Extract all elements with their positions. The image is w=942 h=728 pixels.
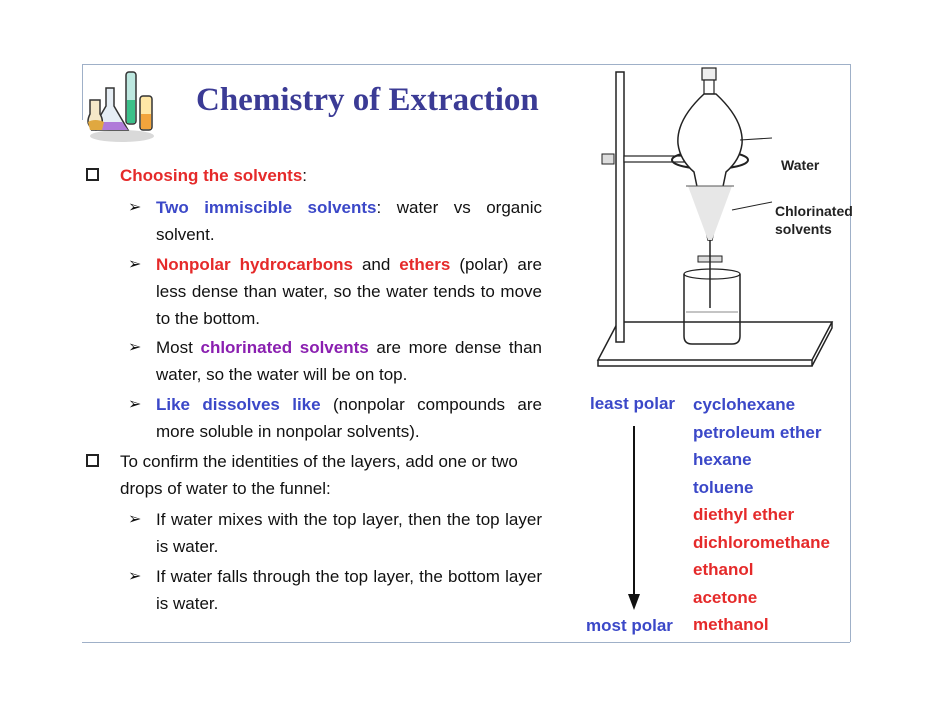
like-dissolves-text: (nonpolar compounds are more soluble in nonpolar solvents). bbox=[156, 395, 542, 441]
solvent-item: petroleum ether bbox=[693, 422, 822, 442]
bullet-chlorinated bbox=[122, 334, 542, 388]
most-polar-label: most polar bbox=[586, 616, 673, 635]
bullet-water-falls bbox=[122, 563, 542, 617]
water-label: Water bbox=[781, 157, 820, 173]
least-polar-label: least polar bbox=[590, 394, 676, 413]
bullet-immiscible bbox=[122, 194, 542, 248]
choosing-solvents-suffix: : bbox=[302, 166, 308, 185]
water-falls-text: If water falls through the top layer, the bottom layer is water. bbox=[156, 567, 542, 613]
checkbox-bullet-icon bbox=[86, 168, 99, 181]
arrow-bullet-icon: ➢ bbox=[128, 511, 142, 528]
solvent-item: toluene bbox=[693, 477, 754, 497]
chlorinated-pre: Most bbox=[156, 338, 201, 357]
immiscible-strong: Two immiscible solvents bbox=[156, 198, 377, 217]
bullet-confirm-identities bbox=[86, 448, 544, 502]
bullet-nonpolar bbox=[122, 251, 542, 332]
solvent-item: dichloromethane bbox=[693, 532, 830, 552]
confirm-text: To confirm the identities of the layers, add one or two drops of water to the funnel: bbox=[120, 452, 518, 498]
chlorinated-label-line1: Chlorinated bbox=[775, 203, 853, 219]
arrow-bullet-icon: ➢ bbox=[128, 339, 142, 356]
arrow-bullet-icon: ➢ bbox=[128, 199, 142, 216]
chlorinated-strong: chlorinated solvents bbox=[200, 338, 369, 357]
ethers-strong: ethers bbox=[399, 255, 451, 274]
like-dissolves-strong: Like dissolves like bbox=[156, 395, 321, 414]
lab-glassware-logo bbox=[82, 66, 162, 146]
nonpolar-strong: Nonpolar hydrocarbons bbox=[156, 255, 353, 274]
chlorinated-label-line2: solvents bbox=[775, 221, 832, 237]
solvent-item: ethanol bbox=[693, 560, 754, 579]
arrow-bullet-icon: ➢ bbox=[128, 256, 142, 273]
slide-title: Chemistry of Extraction bbox=[196, 82, 539, 118]
nonpolar-mid: and bbox=[352, 255, 400, 274]
polarity-arrow bbox=[624, 426, 644, 612]
bullet-water-mixes bbox=[122, 506, 542, 560]
chlorinated-text: are more dense than water, so the water will be on top. bbox=[156, 338, 543, 384]
solvent-item: diethyl ether bbox=[693, 505, 795, 524]
bottom-rule bbox=[82, 642, 850, 643]
solvent-item: methanol bbox=[693, 615, 769, 634]
solvent-item: cyclohexane bbox=[693, 395, 796, 414]
right-rule bbox=[850, 64, 851, 642]
arrow-bullet-icon: ➢ bbox=[128, 396, 142, 413]
choosing-solvents-label: Choosing the solvents bbox=[120, 166, 303, 185]
arrow-bullet-icon: ➢ bbox=[128, 568, 142, 585]
bullet-choosing-solvents bbox=[86, 162, 544, 189]
solvent-item: hexane bbox=[693, 450, 752, 469]
immiscible-text: : water vs organic solvent. bbox=[156, 198, 542, 244]
water-mixes-text: If water mixes with the top layer, then the top layer is water. bbox=[156, 510, 542, 556]
checkbox-bullet-icon bbox=[86, 454, 99, 467]
solvent-item: acetone bbox=[693, 587, 758, 607]
bullet-like-dissolves bbox=[122, 391, 542, 445]
nonpolar-text: (polar) are less dense than water, so the water tends to move to the bottom. bbox=[156, 255, 542, 328]
